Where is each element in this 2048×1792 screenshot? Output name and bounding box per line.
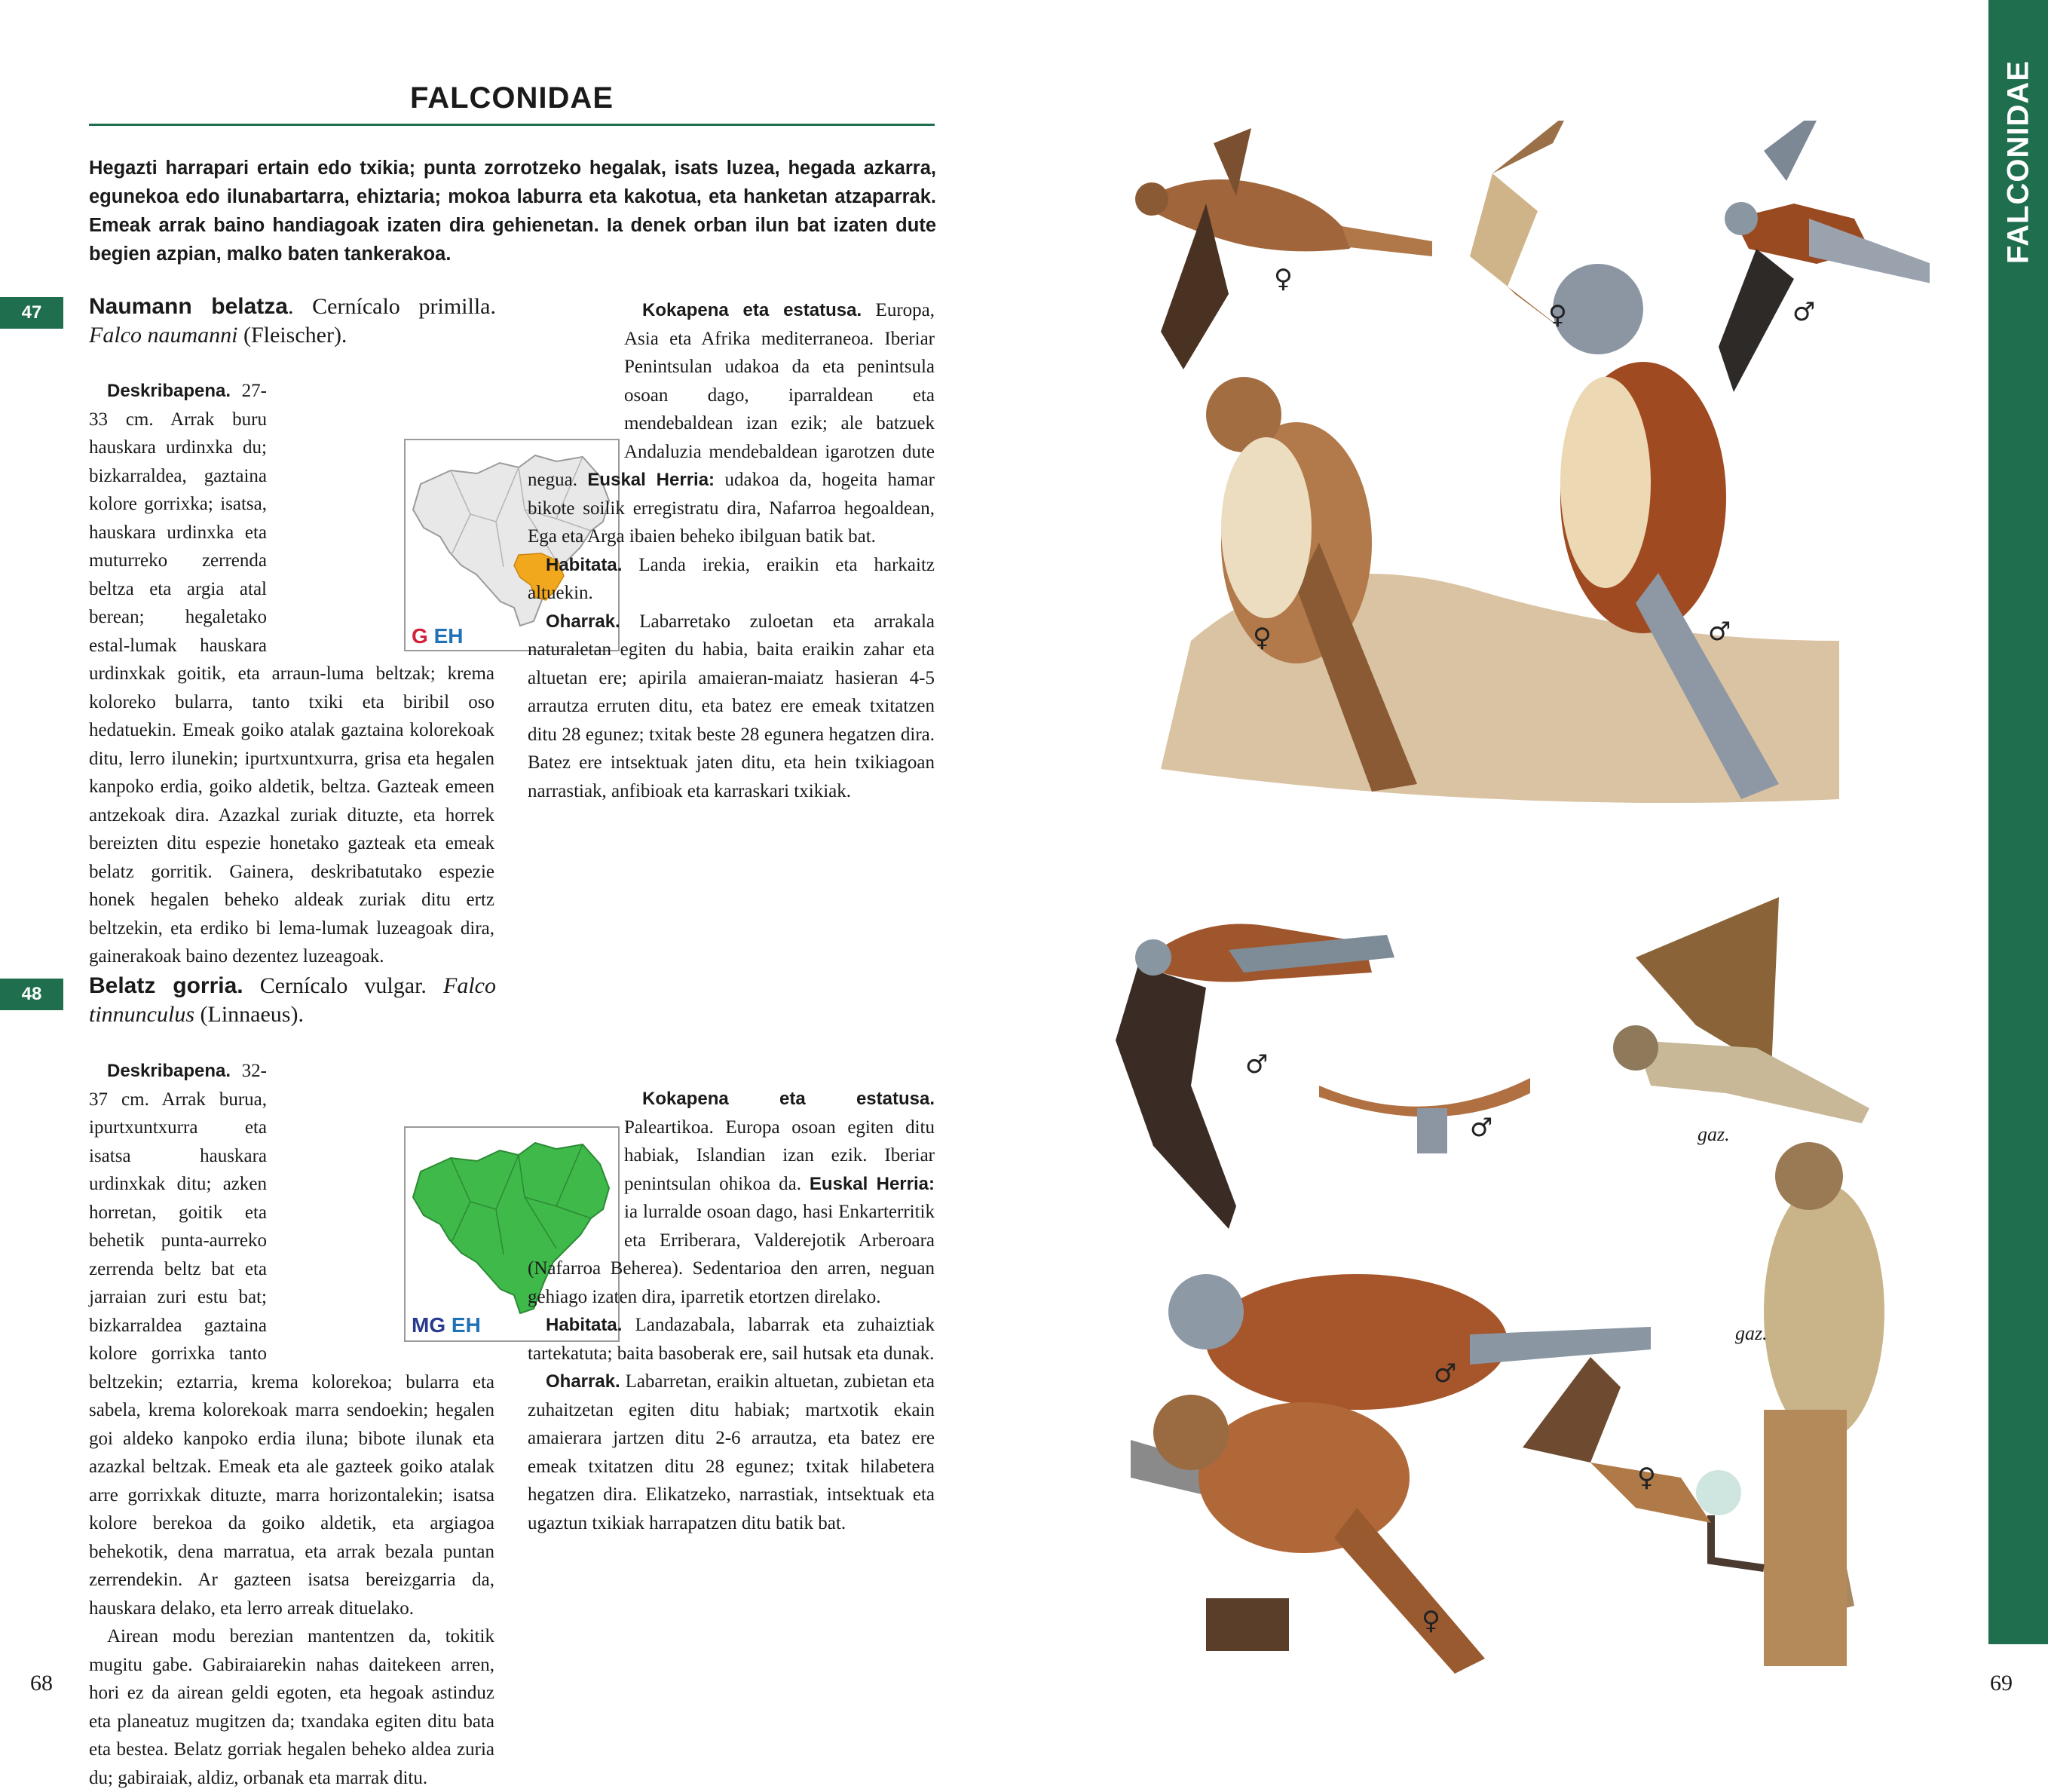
species-spanish: Cernícalo primilla. [312, 294, 496, 319]
kestrel-illustration [1719, 121, 1930, 392]
map-code-eh: EH [433, 624, 464, 648]
habitat-text: Landa irekia, eraikin eta harkaitz altuekin. [528, 554, 935, 603]
kestrel-illustration [1523, 1357, 1711, 1523]
sex-symbol-male: ♂ [1792, 297, 1816, 327]
eh-text: ia lurralde osoan dago, hasi Enkarterritik eta Erriberara, Valderejotik Arberoara (Nafarroa Beherea). Sedentarioa den arren, neguan gehiago izaten dira, iparretik etortzen direlako. [528, 1202, 935, 1307]
species-name: Naumann belatza [89, 294, 288, 319]
kestrel-illustration [1319, 1078, 1530, 1153]
eh-text: udakoa da, hogeita hamar bikote soilik erregistratu dira, Nafarroa hegoaldean, Ega eta Arga ibaien beheko ibilguan batik bat. [528, 470, 935, 547]
sex-symbol-male: ♂ [1470, 1113, 1493, 1143]
species-name: Belatz gorria. [89, 973, 243, 998]
map-spacer [528, 1085, 624, 1245]
description-label: Deskribapena. [107, 381, 231, 401]
location-label: Kokapena eta estatusa. [642, 1089, 935, 1109]
sidebar-label [1990, 38, 2046, 286]
species-spanish: Cernícalo vulgar. [259, 973, 427, 998]
kestrel-illustration [1764, 1142, 1884, 1666]
habitat-label: Habitata. [546, 554, 623, 575]
habitat-text: Landazabala, labarrak eta zuhaiztiak tartekatuta; baita basoberak ere, sail hutsak eta dunak. [528, 1315, 935, 1364]
sex-symbol-female: ♀ [1274, 264, 1293, 294]
sex-symbol-female: ♀ [1548, 300, 1567, 330]
family-intro: Hegazti harrapari ertain edo txikia; punta zorrotzeko hegalak, isats luzea, hegada azkarra, egunekoa edo ilunabartarra, ehiztaria; mokoa laburra eta kakotua, eta hanketan atzaparrak. Emeak arrak baino handiagoak izaten dira gehienetan. Ia denek orban ilun bat izaten dute begien azpian, malko baten tankerakoa. [89, 158, 936, 265]
plate-lesser-kestrel [1116, 121, 1930, 814]
sex-symbol-male: ♂ [1434, 1359, 1457, 1389]
species-author: (Linnaeus). [200, 1002, 304, 1027]
species-latin: Falco tinnunculus [89, 973, 496, 1027]
family-title: FALCONIDAE [410, 81, 614, 115]
sex-symbol-female: ♀ [1422, 1606, 1440, 1636]
map-spacer [528, 296, 624, 464]
species-author: (Fleischer). [243, 323, 347, 348]
location-text: Europa, Asia eta Afrika mediterraneoa. Iberiar Penintsulan udakoa da eta penintsula osoan dago, iparraldean eta mendebaldean izan ezik; ale batzuek Andaluzia mendebaldean igarotzen dute negua. [528, 300, 935, 490]
location-label: Kokapena eta estatusa. [642, 300, 862, 320]
notes-text: Labarretako zuloetan eta arrakala naturaletan egiten du habia, baita eraikin zahar eta altuetan ere; apirila amaieran-maiatz hasieran 4-5 arrautza erruten ditu, eta batez ere emeak txitatzen ditu 28 egunez; txitak beste 28 egunera hegatzen dira. Batez ere intsektuak jaten ditu, eta hein txikiagoan narrastiak, anfibioak eta karraskari txikiak. [528, 611, 935, 801]
juvenile-label: gaz. [1697, 1123, 1730, 1145]
sidebar-label-text: FALCONIDAE [2001, 60, 2034, 264]
species-right-column [528, 972, 935, 1537]
description-text: 32-37 cm. Arrak burua, ipurtxuntxurra eta isatsa hauskara urdinxkak ditu; azken horretan, goitik eta behetik punta-aurreko zerrenda beltz bat eta jarraian zuri estu bat; bizkarraldea gaztaina kolore gorrixka tanto beltzekin; eztarria, krema kolorekoa; bularra eta sabela, krema kolorekoak marra sendoekin; hegalen goi aldeko kanpoko erdia iluna; bibote ilunak eta azazkal beltzak. Emeak eta ale gazteek goiko atalak arre gorrixkak dituzte, marra horizontalekin; isatsa kolore berekoa da goiko aldetik, eta argiagoa behekotik, dena marratua, eta arrak bezala puntan zerrendekin. Ar gazteen isatsa bereizgarria da, hauskara delako, eta lerro arreak dituelako. [89, 1061, 494, 1619]
species-latin: Falco naumanni [89, 323, 238, 348]
location-text: Paleartikoa. Europa osoan egiten ditu habiak, Islandian izan ezik. Iberiar penintsulan ohikoa da. [624, 1117, 935, 1194]
map-code [412, 624, 463, 648]
map-code-eh: EH [451, 1313, 481, 1337]
species-heading: Naumann belatza. Cernícalo primilla. Falco naumanni (Fleischer). [89, 294, 496, 348]
map-code-mg: MG [412, 1313, 446, 1337]
map-code [412, 1313, 481, 1337]
species-number-tab: 47 [0, 297, 63, 329]
juvenile-label: gaz. [1735, 1322, 1768, 1344]
plate-common-kestrel [1108, 890, 1937, 1689]
species-right-column [528, 296, 935, 805]
notes-text: Labarretan, eraikin altuetan, zubietan eta zuhaitzetan egiten ditu habiak; martxotik ekain amaierara jartzen ditu 2-6 arrautza, eta batez ere emeak txitatzen ditu 28 egunez; txitak hilabetera hegatzen dira. Elikatzeko, narrastiak, intsektuak eta ugaztun txikiak harrapatzen ditu batik bat. [528, 1371, 935, 1533]
sex-symbol-female: ♀ [1637, 1463, 1656, 1493]
eh-label: Euskal Herria: [587, 470, 715, 490]
notes-label: Oharrak. [546, 611, 620, 632]
kestrel-illustration [1135, 128, 1432, 369]
sex-symbol-male: ♂ [1708, 617, 1731, 647]
species-number-tab: 48 [0, 979, 63, 1010]
habitat-label: Habitata. [546, 1315, 623, 1335]
eh-label: Euskal Herria: [809, 1173, 935, 1194]
kestrel-illustration [1613, 897, 1869, 1123]
species-heading [89, 972, 496, 1029]
page-number-right: 69 [1990, 1671, 2013, 1696]
description-label: Deskribapena. [107, 1061, 231, 1081]
sex-symbol-female: ♀ [1253, 623, 1272, 653]
title-rule [89, 124, 935, 126]
map-code-g: G [412, 624, 428, 648]
sex-symbol-male: ♂ [1245, 1049, 1269, 1080]
description-text: 27-33 cm. Arrak buru hauskara urdinxka du; bizkarraldea, gaztaina kolore gorrixka; isatsa, hauskara urdinxka eta muturreko zerrenda beltza eta argia atal berean; hegaletako estal-lumak hauskara urdinxkak goitik, eta arraun-luma beltzak; krema koloreko bularra, tanto txiki eta biribil oso hedatuekin. Emeak goiko atalak gaztaina kolorekoak ditu, lerro ilunekin; ipurtxuntxurra, grisa eta hegalen kanpoko erdia, goiko aldetik, beltza. Gazteak emeen antzekoak dira. Azazkal zuriak dituzte, eta horrek bereizten ditu espezie honetako gazteak eta emeak belatz gorritik. Gainera, deskribatutako espezie honek hegalen beheko aldeak zuriak ditu ertz beltzekin, eta erdiko bi lema-lumak luzeagoak dira, gainerakoak baino dezentez luzeagoak. [89, 381, 494, 966]
page-number-left: 68 [30, 1671, 53, 1696]
notes-label: Oharrak. [546, 1371, 620, 1392]
description-text-2: Airean modu berezian mantentzen da, tokitik mugitu gabe. Gabiraiarekin nahas daitekeen arren, hori ez da airean geldi egoten, eta hegoak astinduz eta planeatuz mugitzen da; txandaka egiten ditu bata eta bestea. Belatz gorriak hegalen beheko aldea zuria du; gabiraiak, aldiz, orbanak eta marrak ditu. [89, 1626, 494, 1788]
